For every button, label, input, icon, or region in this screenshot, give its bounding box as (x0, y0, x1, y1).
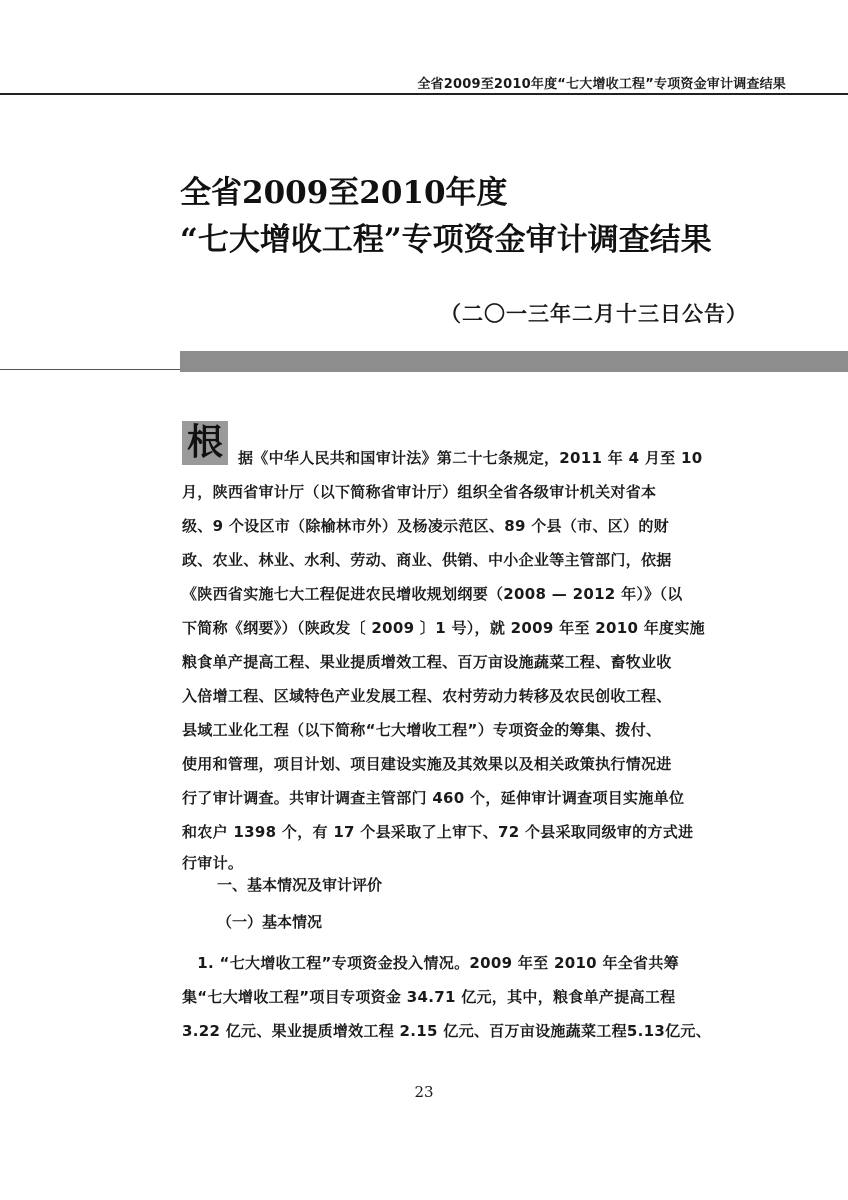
paragraph-line: 使用和管理，项目计划、项目建设实施及其效果以及相关政策执行情况进 (182, 755, 672, 773)
page-number: 23 (414, 1083, 434, 1101)
paragraph-line: 县域工业化工程（以下简称“七大增收工程”）专项资金的筹集、拨付、 (182, 721, 662, 739)
title-line-1: 全省2009至2010年度 (180, 175, 508, 211)
drop-cap: 根 (182, 421, 228, 465)
section-heading: 一、基本情况及审计评价 (217, 876, 383, 894)
subsection-heading: （一）基本情况 (217, 913, 323, 931)
paragraph-line: 月，陕西省审计厅（以下简称省审计厅）组织全省各级审计机关对省本 (182, 483, 657, 501)
paragraph-line: 据《中华人民共和国审计法》第二十七条规定，2011 年 4 月至 10 (238, 449, 703, 467)
paragraph-line: 粮食单产提高工程、果业提质增效工程、百万亩设施蔬菜工程、畜牧业收 (182, 653, 672, 671)
header-rule (0, 93, 848, 95)
running-header-text: 全省2009至2010年度“七大增收工程”专项资金审计调查结果 (417, 77, 786, 92)
paragraph-line: 集“七大增收工程”项目专项资金 34.71 亿元，其中，粮食单产提高工程 (182, 988, 676, 1006)
document-title (180, 170, 712, 264)
paragraph-line: 《陕西省实施七大工程促进农民增收规划纲要（2008 — 2012 年）》（以 (182, 585, 683, 603)
paragraph-line: 入倍增工程、区域特色产业发展工程、农村劳动力转移及农民创收工程、 (182, 687, 672, 705)
decorative-band (180, 351, 848, 372)
paragraph-line: 1. “七大增收工程”专项资金投入情况。2009 年至 2010 年全省共筹 (182, 954, 679, 972)
running-header (0, 0, 848, 97)
paragraph-line: 和农户 1398 个，有 17 个县采取了上审下、72 个县采取同级审的方式进 (182, 823, 694, 841)
title-line-2: “七大增收工程”专项资金审计调查结果 (180, 222, 712, 258)
paragraph-line: 政、农业、林业、水利、劳动、商业、供销、中小企业等主管部门，依据 (182, 551, 672, 569)
paragraph-line: 下简称《纲要》）（陕政发〔 2009 〕1 号），就 2009 年至 2010 年度实施 (182, 619, 705, 637)
paragraph-line: 3.22 亿元、果业提质增效工程 2.15 亿元、百万亩设施蔬菜工程5.13亿元、 (182, 1022, 711, 1040)
paragraph-line: 行了审计调查。共审计调查主管部门 460 个，延伸审计调查项目实施单位 (182, 789, 685, 807)
decorative-rule (0, 369, 180, 370)
announcement-date: （二〇一三年二月十三日公告） (440, 302, 748, 326)
paragraph-line: 级、9 个设区市（除榆林市外）及杨凌示范区、89 个县（市、区）的财 (182, 517, 669, 535)
paragraph-line: 行审计。 (182, 854, 244, 872)
